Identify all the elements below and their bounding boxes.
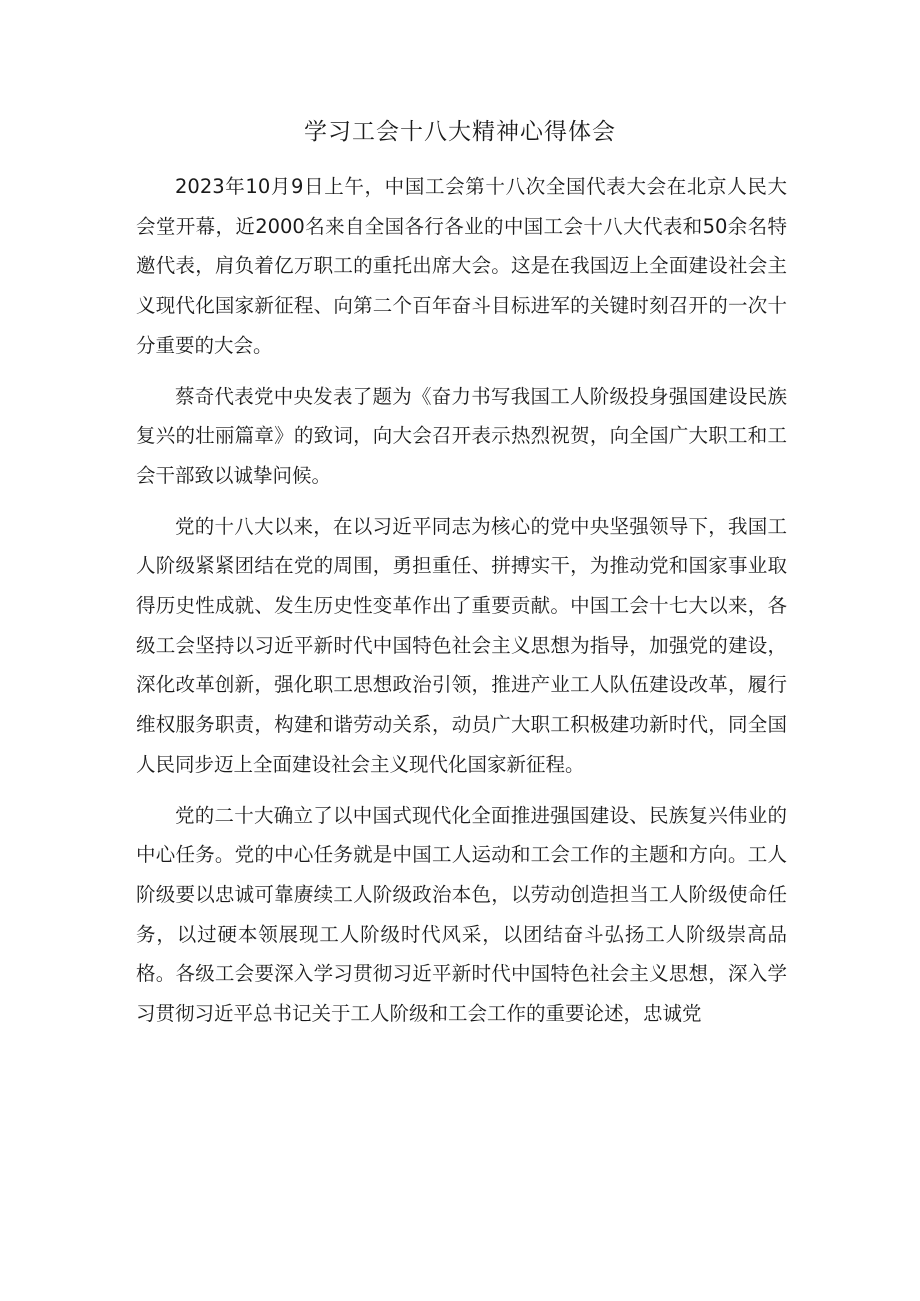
document-body (136, 167, 787, 1045)
paragraph: 党的二十大确立了以中国式现代化全面推进强国建设、民族复兴伟业的中心任务。党的中心任务就是中国工人运动和工会工作的主题和方向。工人阶级要以忠诚可靠赓续工人阶级政治本色，以劳动创造担当工人阶级使命任务，以过硬本领展现工人阶级时代风采，以团结奋斗弘扬工人阶级崇高品格。各级工会要深入学习贯彻习近平新时代中国特色社会主义思想，深入学习贯彻习近平总书记关于工人阶级和工会工作的重要论述，忠诚党 (136, 803, 787, 1026)
paragraph: 蔡奇代表党中央发表了题为《奋力书写我国工人阶级投身强国建设民族复兴的壮丽篇章》的致词，向大会召开表示热烈祝贺，向全国广大职工和工会干部致以诚挚问候。 (136, 384, 787, 487)
document-title: 学习工会十八大精神心得体会 (304, 119, 616, 145)
paragraph: 党的十八大以来，在以习近平同志为核心的党中央坚强领导下，我国工人阶级紧紧团结在党的周围，勇担重任、拼搏实干，为推动党和国家事业取得历史性成就、发生历史性变革作出了重要贡献。中国工会十七大以来，各级工会坚持以习近平新时代中国特色社会主义思想为指导，加强党的建设，深化改革创新，强化职工思想政治引领，推进产业工人队伍建设改革，履行维权服务职责，构建和谐劳动关系，动员广大职工积极建功新时代，同全国人民同步迈上全面建设社会主义现代化国家新征程。 (136, 514, 787, 776)
paragraph: 2023年10月9日上午，中国工会第十八次全国代表大会在北京人民大会堂开幕，近2000名来自全国各行各业的中国工会十八大代表和50余名特邀代表，肩负着亿万职工的重托出席大会。这是在我国迈上全面建设社会主义现代化国家新征程、向第二个百年奋斗目标进军的关键时刻召开的一次十分重要的大会。 (136, 175, 787, 357)
